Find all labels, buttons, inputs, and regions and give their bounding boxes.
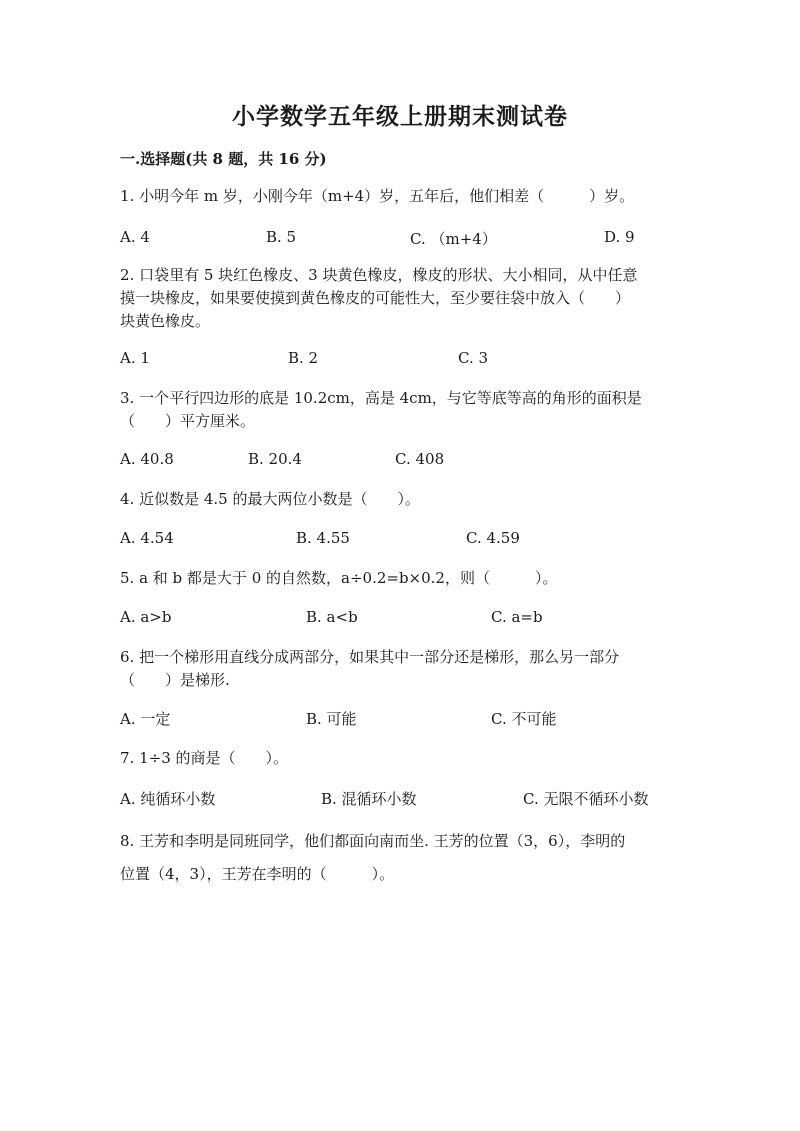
question-text-line: （ ）平方厘米。 xyxy=(120,412,256,430)
question-text-line: 块黄色橡皮。 xyxy=(120,312,211,330)
option-a: A. 4 xyxy=(120,228,150,246)
question-text-line: 5. a 和 b 都是大于 0 的自然数，a÷0.2=b×0.2，则（ ）。 xyxy=(120,569,558,587)
question-text-line: 4. 近似数是 4.5 的最大两位小数是（ ）。 xyxy=(120,490,420,508)
question-text-line: 7. 1÷3 的商是（ ）。 xyxy=(120,749,289,767)
question-text-line: （ ）是梯形. xyxy=(120,671,230,689)
question-4-options xyxy=(120,529,680,551)
question-1-options xyxy=(120,228,680,250)
question-3 xyxy=(120,387,680,433)
option-b: B. 混循环小数 xyxy=(321,790,417,808)
question-1 xyxy=(120,185,680,208)
question-2-options xyxy=(120,349,680,371)
option-b: B. 2 xyxy=(288,349,319,367)
option-a: A. 1 xyxy=(120,349,150,367)
option-d: D. 9 xyxy=(604,228,635,246)
option-a: A. 40.8 xyxy=(120,450,174,468)
question-8 xyxy=(120,825,680,891)
question-3-options xyxy=(120,450,680,472)
option-a: A. 纯循环小数 xyxy=(120,790,216,808)
option-c: C. 不可能 xyxy=(491,710,557,728)
question-6-options xyxy=(120,708,680,730)
section-heading: 一.选择题(共 8 题，共 16 分) xyxy=(120,150,327,168)
option-a: A. a>b xyxy=(120,608,172,626)
page-title: 小学数学五年级上册期末测试卷 xyxy=(232,103,568,130)
question-text-line: 2. 口袋里有 5 块红色橡皮、3 块黄色橡皮，橡皮的形状、大小相同，从中任意 xyxy=(120,266,638,284)
question-text-line: 8. 王芳和李明是同班同学，他们都面向南而坐. 王芳的位置（3，6），李明的 xyxy=(120,832,626,850)
option-b: B. 20.4 xyxy=(248,450,302,468)
option-c: C. 4.59 xyxy=(466,529,520,547)
option-c: C. 408 xyxy=(395,450,445,468)
option-c: C. 无限不循环小数 xyxy=(523,790,649,808)
question-7 xyxy=(120,747,680,770)
option-b: B. 5 xyxy=(266,228,297,246)
option-c: C. a=b xyxy=(491,608,543,626)
question-text-line: 1. 小明今年 m 岁，小刚今年（m+4）岁，五年后，他们相差（ ）岁。 xyxy=(120,187,635,205)
option-b: B. a<b xyxy=(306,608,358,626)
question-text-line: 3. 一个平行四边形的底是 10.2cm，高是 4cm，与它等底等高的角形的面积是 xyxy=(120,389,642,407)
option-a: A. 4.54 xyxy=(120,529,174,547)
question-6 xyxy=(120,646,680,692)
question-5-options xyxy=(120,608,680,630)
option-c: C. 3 xyxy=(458,349,489,367)
question-text-line: 6. 把一个梯形用直线分成两部分，如果其中一部分还是梯形，那么另一部分 xyxy=(120,648,620,666)
question-5 xyxy=(120,567,680,590)
option-b: B. 4.55 xyxy=(296,529,350,547)
question-4 xyxy=(120,488,680,511)
question-2 xyxy=(120,264,680,333)
question-text-line: 摸一块橡皮，如果要使摸到黄色橡皮的可能性大，至少要往袋中放入（ ） xyxy=(120,289,631,307)
option-a: A. 一定 xyxy=(120,710,171,728)
question-text-line: 位置（4，3），王芳在李明的（ ）。 xyxy=(120,865,395,883)
option-b: B. 可能 xyxy=(306,710,357,728)
question-7-options xyxy=(120,788,680,810)
option-c: C. （m+4） xyxy=(410,230,497,248)
